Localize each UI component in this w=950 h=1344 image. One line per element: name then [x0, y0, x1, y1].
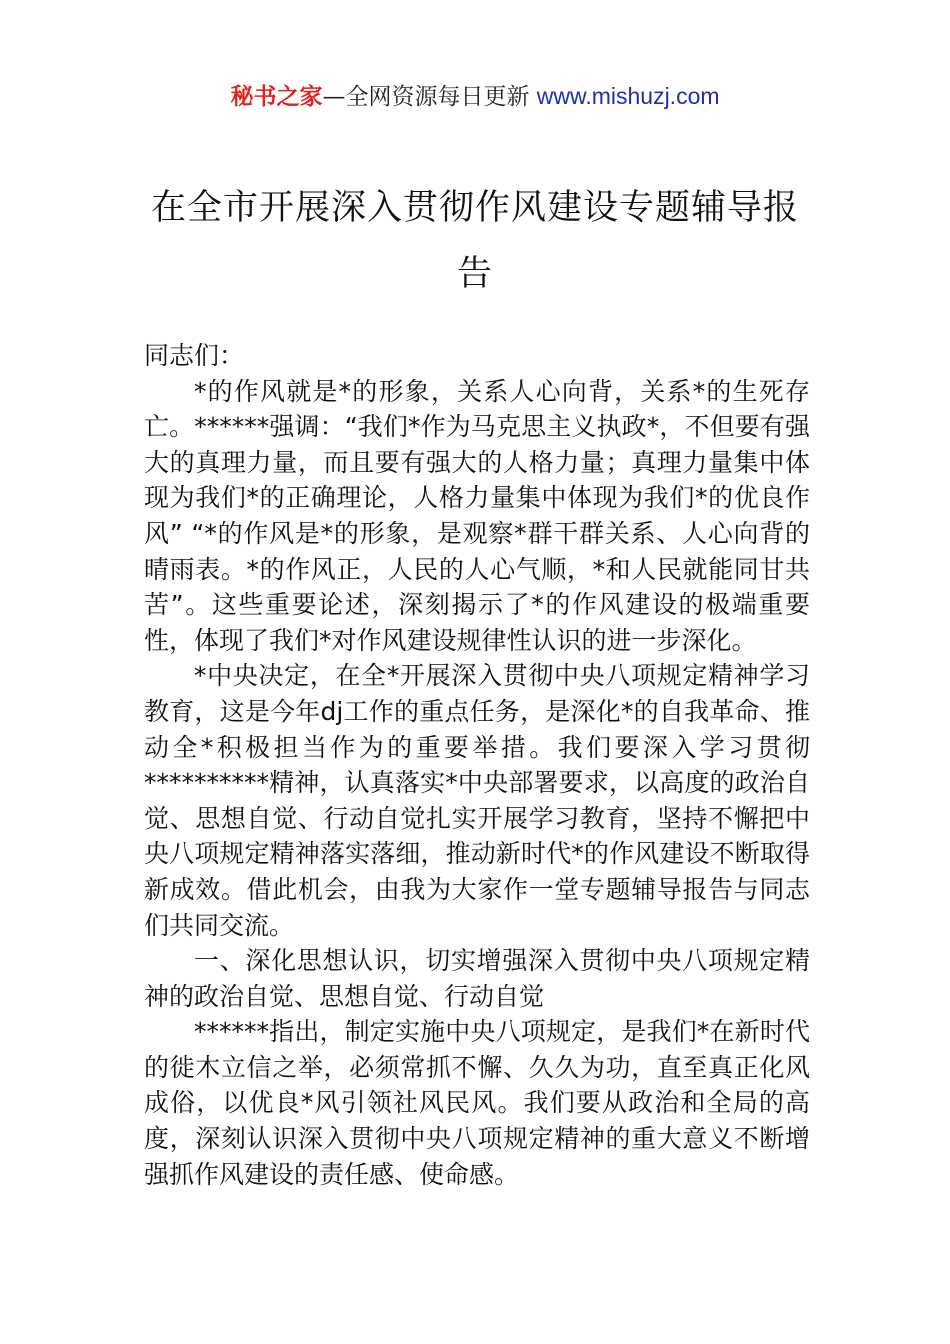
site-tagline: —全网资源每日更新: [322, 84, 530, 110]
paragraph-section-1: ******指出，制定实施中央八项规定，是我们*在新时代的徙木立信之举，必须常抓不懈、久久为功，直至真正化风成俗，以优良*风引领社风民风。我们要从政治和全局的高度，深刻认识深入贯彻中央八项规定精神的重大意义不断增强抓作风建设的责任感、使命感。: [144, 1017, 810, 1189]
greeting: 同志们：: [144, 341, 245, 370]
document-body: [144, 338, 810, 1192]
paragraph-decision: *中央决定，在全*开展深入贯彻中央八项规定精神学习教育，这是今年dj工作的重点任务，是深化*的自我革命、推动全*积极担当作为的重要举措。我们要深入学习贯彻**********精神，认真落实*中央部署要求，以高度的政治自觉、思想自觉、行动自觉扎实开展学习教育，坚持不懈把中央八项规定精神落实落细，推动新时代*的作风建设不断取得新成效。借此机会，由我为大家作一堂专题辅导报告与同志们共同交流。: [144, 661, 810, 940]
site-brand: 秘书之家: [230, 84, 323, 110]
document-title: 在全市开展深入贯彻作风建设专题辅导报告: [150, 188, 799, 294]
site-url-link[interactable]: www.mishuzj.com: [536, 83, 720, 109]
site-header: [0, 80, 950, 113]
paragraph-intro: *的作风就是*的形象，关系人心向背，关系*的生死存亡。******强调：“我们*作为马克思主义执政*，不但要有强大的真理力量，而且要有强大的人格力量；真理力量集中体现为我们*的正确理论，人格力量集中体现为我们*的优良作风” “*的作风是*的形象，是观察*群干群关系、人心向背的晴雨表。*的作风正，人民的人心气顺，*和人民就能同甘共苦”。这些重要论述，深刻揭示了*的作风建设的极端重要性，体现了我们*对作风建设规律性认识的进一步深化。: [144, 376, 810, 655]
section-heading-1: 一、深化思想认识，切实增强深入贯彻中央八项规定精神的政治自觉、思想自觉、行动自觉: [144, 946, 810, 1011]
